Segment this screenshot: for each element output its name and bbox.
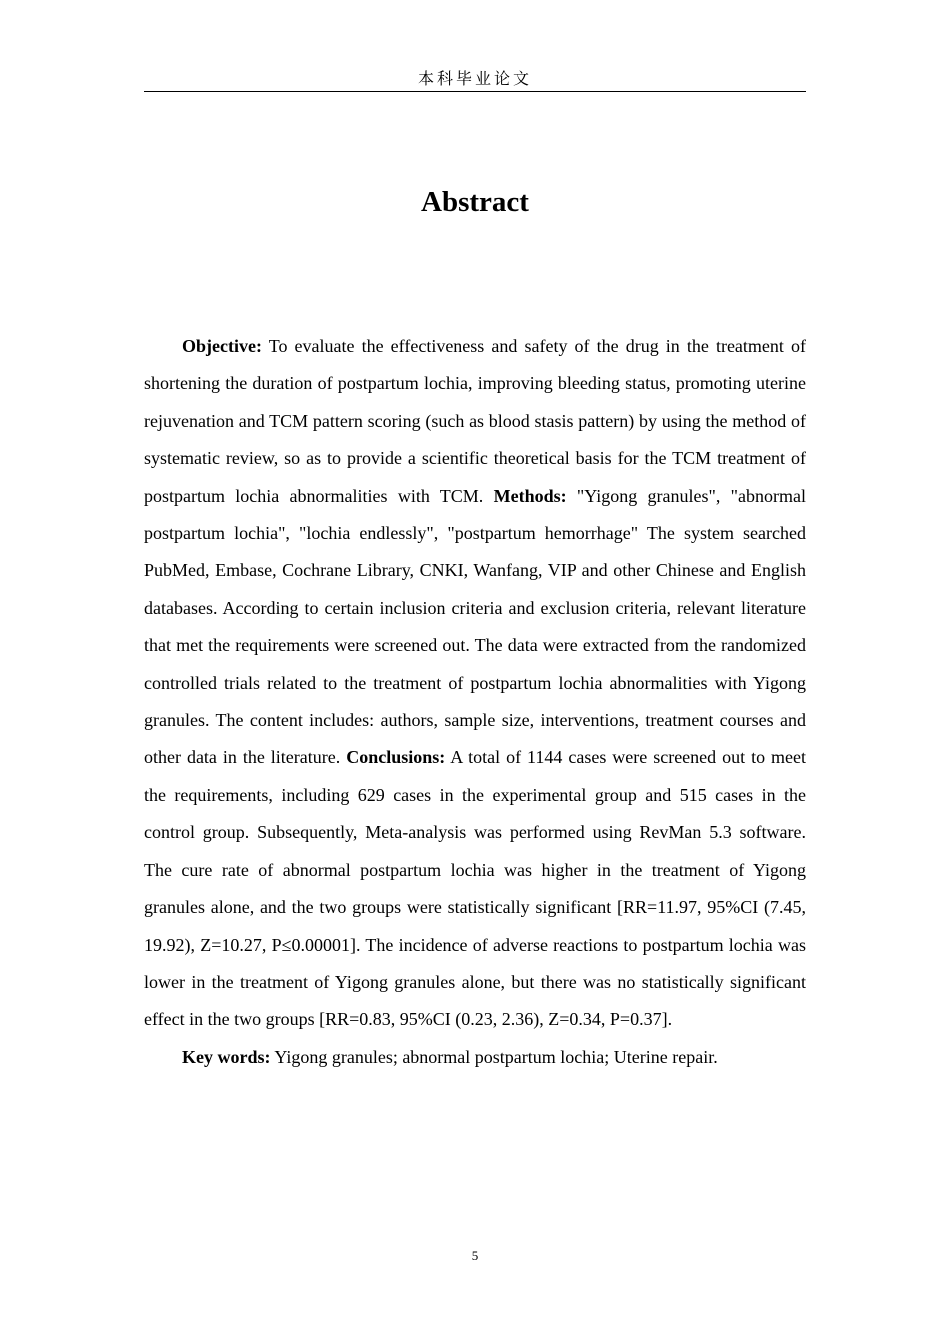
page-header: 本科毕业论文 [417,69,532,88]
header-divider [144,91,806,92]
conclusions-label: Conclusions: [346,747,446,768]
keywords-text: Yigong granules; abnormal postpartum lochia; Uterine repair. [270,1046,718,1067]
page-number: 5 [471,1248,479,1263]
methods-text: "Yigong granules", "abnormal postpartum lochia", "lochia endlessly", "postpartum hemorrhage" The system searched PubMed, Embase, Cochrane Library, CNKI, Wanfang, VIP and other Chinese and English databases. According to certain inclusion criteria and exclusion criteria, relevant literature that met the requirements were screened out. The data were extracted from the randomized controlled trials related to the treatment of postpartum lochia abnormalities with Yigong granules. The content includes: authors, sample size, interventions, treatment courses and other data in the literature. [144,485,806,768]
abstract-title: Abstract [421,186,529,218]
conclusions-text: A total of 1144 cases were screened out to meet the requirements, including 629 cases in the experimental group and 515 cases in the control group. Subsequently, Meta-analysis was performed using RevMan 5.3 software. The cure rate of abnormal postpartum lochia was higher in the treatment of Yigong granules alone, and the two groups were statistically significant [RR=11.97, 95%CI (7.45, 19.92), Z=10.27, P≤0.00001]. The incidence of adverse reactions to postpartum lochia was lower in the treatment of Yigong granules alone, but there was no statistically significant effect in the two groups [RR=0.83, 95%CI (0.23, 2.36), Z=0.34, P=0.37]. [144,747,807,1030]
abstract-paragraph [144,328,806,1039]
objective-label: Objective: [182,336,262,356]
abstract-body [144,328,806,1075]
methods-label: Methods: [493,485,567,506]
objective-text: To evaluate the effectiveness and safety of the drug in the treatment of shortening the duration of postpartum lochia, improving bleeding status, promoting uterine rejuvenation and TCM pattern scoring (such as blood stasis pattern) by using the method of systematic review, so as to provide a scientific theoretical basis for the TCM treatment of postpartum lochia abnormalities with TCM. [144,336,806,506]
keywords-line [144,1039,806,1075]
keywords-label: Key words: [182,1046,271,1067]
